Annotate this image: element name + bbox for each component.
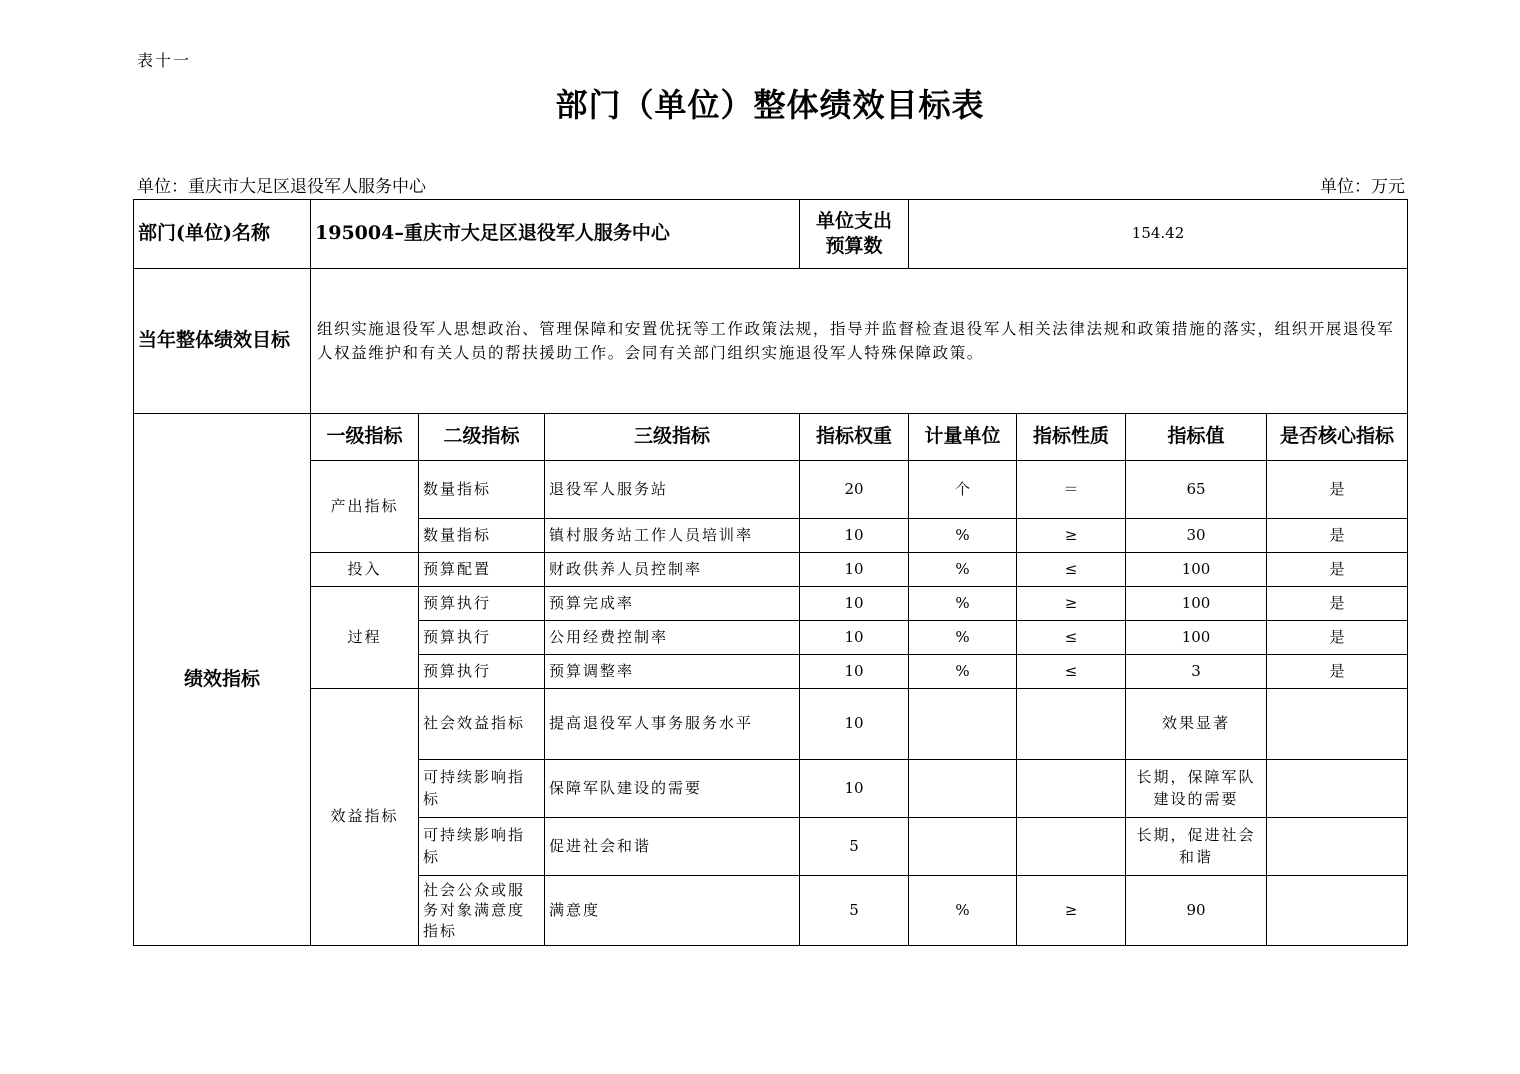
group-process: 过程: [311, 587, 419, 689]
cell-value: 效果显著: [1126, 689, 1267, 760]
cell-level3: 镇村服务站工作人员培训率: [545, 519, 800, 553]
cell-level2: 社会公众或服务对象满意度指标: [419, 876, 545, 946]
cell-value: 长期，促进社会和谐: [1126, 818, 1267, 876]
cell-weight: 10: [800, 621, 909, 655]
budget-value: 154.42: [909, 200, 1408, 269]
header-core: 是否核心指标: [1267, 414, 1408, 461]
group-input: 投入: [311, 553, 419, 587]
cell-weight: 10: [800, 655, 909, 689]
cell-weight: 10: [800, 689, 909, 760]
cell-value: 长期，保障军队建设的需要: [1126, 760, 1267, 818]
cell-weight: 10: [800, 587, 909, 621]
header-nature: 指标性质: [1017, 414, 1126, 461]
cell-weight: 10: [800, 760, 909, 818]
cell-weight: 5: [800, 818, 909, 876]
cell-unit: 个: [909, 461, 1017, 519]
cell-level3: 预算完成率: [545, 587, 800, 621]
performance-table: [133, 199, 1408, 946]
group-output: 产出指标: [311, 461, 419, 553]
page-title: 部门（单位）整体绩效目标表: [555, 86, 985, 124]
cell-level2: 预算执行: [419, 621, 545, 655]
table-number: 表十一: [137, 51, 192, 70]
cell-core: [1267, 876, 1408, 946]
cell-nature: ≥: [1017, 876, 1126, 946]
cell-level2: 预算执行: [419, 587, 545, 621]
cell-nature: ≤: [1017, 621, 1126, 655]
cell-level3: 满意度: [545, 876, 800, 946]
cell-level2: 社会效益指标: [419, 689, 545, 760]
cell-value: 90: [1126, 876, 1267, 946]
cell-nature: ≥: [1017, 519, 1126, 553]
cell-unit: %: [909, 876, 1017, 946]
cell-weight: 5: [800, 876, 909, 946]
goal-text: 组织实施退役军人思想政治、管理保障和安置优抚等工作政策法规，指导并监督检查退役军人相关法律法规和政策措施的落实，组织开展退役军人权益维护和有关人员的帮扶援助工作。会同有关部门组织实施退役军人特殊保障政策。: [311, 269, 1408, 414]
cell-core: 是: [1267, 587, 1408, 621]
cell-level3: 财政供养人员控制率: [545, 553, 800, 587]
cell-value: 100: [1126, 621, 1267, 655]
goal-row: [134, 269, 1408, 414]
budget-label: 单位支出 预算数: [800, 200, 909, 269]
header-level2: 二级指标: [419, 414, 545, 461]
dept-name: 195004–重庆市大足区退役军人服务中心: [311, 200, 800, 269]
cell-nature: ≥: [1017, 587, 1126, 621]
cell-core: 是: [1267, 621, 1408, 655]
cell-level3: 促进社会和谐: [545, 818, 800, 876]
cell-unit: %: [909, 655, 1017, 689]
cell-unit: [909, 689, 1017, 760]
header-weight: 指标权重: [800, 414, 909, 461]
cell-unit: %: [909, 587, 1017, 621]
cell-nature: [1017, 818, 1126, 876]
cell-level3: 预算调整率: [545, 655, 800, 689]
cell-nature: [1017, 760, 1126, 818]
cell-level3: 退役军人服务站: [545, 461, 800, 519]
group-benefit: 效益指标: [311, 689, 419, 946]
cell-level3: 保障军队建设的需要: [545, 760, 800, 818]
cell-core: 是: [1267, 519, 1408, 553]
cell-nature: ≤: [1017, 655, 1126, 689]
cell-value: 65: [1126, 461, 1267, 519]
table-row: [134, 461, 1408, 519]
table-row: [134, 689, 1408, 760]
cell-unit: [909, 818, 1017, 876]
cell-level2: 可持续影响指标: [419, 760, 545, 818]
kpi-label: 绩效指标: [134, 414, 311, 946]
org-unit-label: 单位：重庆市大足区退役军人服务中心: [137, 177, 426, 197]
cell-level3: 提高退役军人事务服务水平: [545, 689, 800, 760]
header-level1: 一级指标: [311, 414, 419, 461]
dept-label: 部门(单位)名称: [134, 200, 311, 269]
cell-unit: %: [909, 553, 1017, 587]
cell-value: 100: [1126, 553, 1267, 587]
cell-unit: [909, 760, 1017, 818]
cell-weight: 20: [800, 461, 909, 519]
cell-core: [1267, 689, 1408, 760]
cell-level2: 预算执行: [419, 655, 545, 689]
cell-nature: [1017, 689, 1126, 760]
cell-core: [1267, 818, 1408, 876]
cell-nature: ≤: [1017, 553, 1126, 587]
table-row: [134, 553, 1408, 587]
cell-value: 30: [1126, 519, 1267, 553]
cell-unit: %: [909, 519, 1017, 553]
header-unit: 计量单位: [909, 414, 1017, 461]
cell-value: 100: [1126, 587, 1267, 621]
dept-row: [134, 200, 1408, 269]
cell-level2: 数量指标: [419, 461, 545, 519]
header-value: 指标值: [1126, 414, 1267, 461]
cell-core: [1267, 760, 1408, 818]
cell-level2: 可持续影响指标: [419, 818, 545, 876]
cell-core: 是: [1267, 655, 1408, 689]
cell-level2: 预算配置: [419, 553, 545, 587]
goal-label: 当年整体绩效目标: [134, 269, 311, 414]
table-row: [134, 587, 1408, 621]
cell-value: 3: [1126, 655, 1267, 689]
cell-core: 是: [1267, 553, 1408, 587]
cell-level2: 数量指标: [419, 519, 545, 553]
currency-unit-label: 单位：万元: [1320, 177, 1405, 197]
header-row: [134, 414, 1408, 461]
cell-level3: 公用经费控制率: [545, 621, 800, 655]
cell-unit: %: [909, 621, 1017, 655]
cell-weight: 10: [800, 519, 909, 553]
cell-weight: 10: [800, 553, 909, 587]
cell-core: 是: [1267, 461, 1408, 519]
cell-nature: ＝: [1017, 461, 1126, 519]
header-level3: 三级指标: [545, 414, 800, 461]
